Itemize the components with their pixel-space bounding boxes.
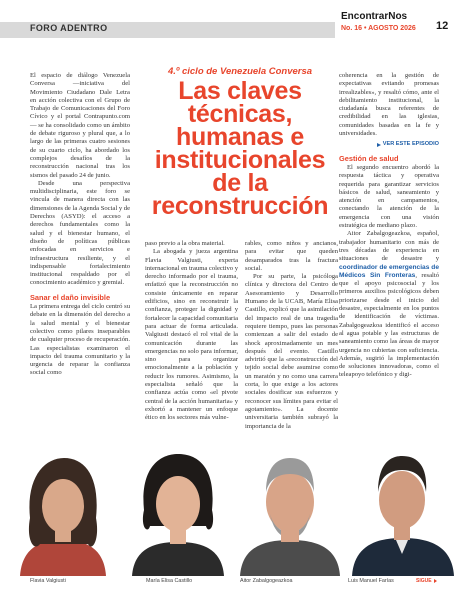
paragraph: rables, como niños y ancianos, para evitar que queden desamparados tras la fractura social. xyxy=(245,240,338,272)
page-header xyxy=(0,0,462,54)
photo-caption-1: Flavia Valgiusti xyxy=(30,578,66,584)
column-right xyxy=(339,72,439,380)
paragraph-text: , resaltó que el apoyo psicosocial y los primeros auxilios psicológicos deben priorizarse desde el inicio del desastre, especialmente en los puntos de identificación de víctimas. Zabalgogeazkoa identificó el acceso al agua potable y las estructuras de saneamiento como las áreas de mayor urgencia no cubiertas con suficiencia. Además, sugirió la implementación de soluciones innovadoras, como el teleapoyo telefónico y digi- xyxy=(339,271,440,379)
arrow-right-icon xyxy=(434,579,437,583)
photo-portrait-4 xyxy=(344,448,462,576)
paragraph: El segundo encuentro abordó la respuesta táctica y operativa requerida para garantizar servicios básicos de salud, saneamiento y atención en campamentos, conectando la atención de la emergencia con una visión estratégica de mediano plazo. xyxy=(339,163,439,230)
see-episode-link[interactable] xyxy=(339,140,439,148)
brand-name: EncontrarNos xyxy=(341,11,408,22)
photo-caption-4: Luis Manuel Farías xyxy=(348,578,394,584)
continue-link[interactable] xyxy=(416,578,437,584)
paragraph: La abogada y jueza argentina Flavia Valgiusti, experta internacional en trauma colectivo y derecho informado por el trauma, enfatizó que la reconstrucción no consiste únicamente en reparar edificios, sino en reconstruir la confianza, proteger la dignidad y fortalecer la capacidad comunitaria para actuar de forma articulada. Valgiusti destacó el rol vital de la comunicación durante las emergencias no solo para informar, sino para organizar emocionalmente a la población y reducir los rumores. Asimismo, la especialista señaló que la confianza actúa como «el pivote central de la acción humanitaria» y exhortó a mantener un enfoque ético en los sectores más vulne- xyxy=(145,248,239,422)
photo-portrait-2 xyxy=(122,448,234,576)
subheading-mental-health: Sanar el daño invisible xyxy=(30,292,111,302)
photo-portrait-1 xyxy=(0,448,125,576)
paragraph: Por su parte, la psicóloga clínica y directora del Centro de Asesoramiento y Desarrollo Humano de la UCAB, María Elisa Castillo, explicó que la asimilación del impacto real de una tragedia requiere tiempo, pues las personas comienzan a salir del estado de shock aproximadamente un mes después del evento. Castillo advirtió que la «reconstrucción del tejido social debe asumirse como un maratón y no como una carrera corta, lo que exige a los actores sociales dosificar sus esfuerzos y reconocer sus límites para evitar el agotamiento». La docente universitaria también subrayó la importancia de la xyxy=(245,273,338,430)
photo-portrait-3 xyxy=(234,448,346,576)
photo-caption-2: María Elisa Castillo xyxy=(146,578,193,584)
column-center-left xyxy=(145,240,238,423)
article-kicker: 4.º ciclo de Venezuela Conversa xyxy=(167,66,313,77)
paragraph: paso previo a la obra material. xyxy=(145,240,225,247)
highlight-text: coordinador de emergencias de Médicos Sin Fronteras xyxy=(339,263,439,279)
photo-caption-3: Aitor Zabalgogeazkoa xyxy=(240,578,293,584)
paragraph xyxy=(339,230,439,379)
paragraph-text: Aitor Zabalgogeazkoa, español, trabajador humanitario con más de tres décadas de experiencia en situaciones de desastre y xyxy=(339,230,439,263)
paragraph: El espacio de diálogo Venezuela Conversa —iniciativa del Movimiento Ciudadano Dale Letra en acción colectiva con el Grupo de Trabajo de Comunicaciones del Foro Cívico y el portal Contrapunto.com— se ha consolidado como un ámbito de debate riguroso y plural que, a lo largo de las primeras cuatro sesiones de su cuarto ciclo, ha abordado los complejos desafíos de la reconstrucción nacional tras los sismos del pasado 24 de junio. xyxy=(30,72,130,179)
column-left xyxy=(30,72,130,378)
paragraph: Desde una perspectiva multidisciplinaria, este foro se vincula de manera directa con las dimensiones de la Agenda Social y de Derechos (ASYD): el acceso a derechos fundamentales como la salud y el bienestar humano, el diseño de políticas públicas enfocadas en servicios e infraestructura resiliente, y el indispensable fortalecimiento institucional respaldado por el conocimiento académico y gremial. xyxy=(30,179,130,287)
issue-label: No. 16 • AGOSTO 2026 xyxy=(341,25,416,32)
page-number: 12 xyxy=(436,20,449,32)
paragraph: coherencia en la gestión de expectativas evitando promesas irrealizables», y resaltó cómo, ante el debilitamiento institucional, la ciudadanía busca referentes de credibilidad en las iglesias, comunidades basadas en la fe y universidades. xyxy=(339,72,439,138)
subheading-health-management: Gestión de salud xyxy=(339,153,399,163)
play-icon xyxy=(377,143,381,147)
section-title: FORO ADENTRO xyxy=(30,23,108,33)
paragraph: La primera entrega del ciclo centró su debate en la dimensión del derecho a la salud mental y el bienestar colectivo como pilares inseparables de cualquier proceso de recuperación. Las especialistas examinaron el impacto del trauma comunitario y la urgencia de reparar la confianza social como xyxy=(30,303,130,377)
column-center-right xyxy=(245,240,338,431)
continue-label: SIGUE xyxy=(416,578,432,584)
article-title: Las claves técnicas, humanas e institucionales de la reconstrucción xyxy=(151,77,329,220)
see-episode-label: VER ESTE EPISODIO xyxy=(382,141,439,148)
